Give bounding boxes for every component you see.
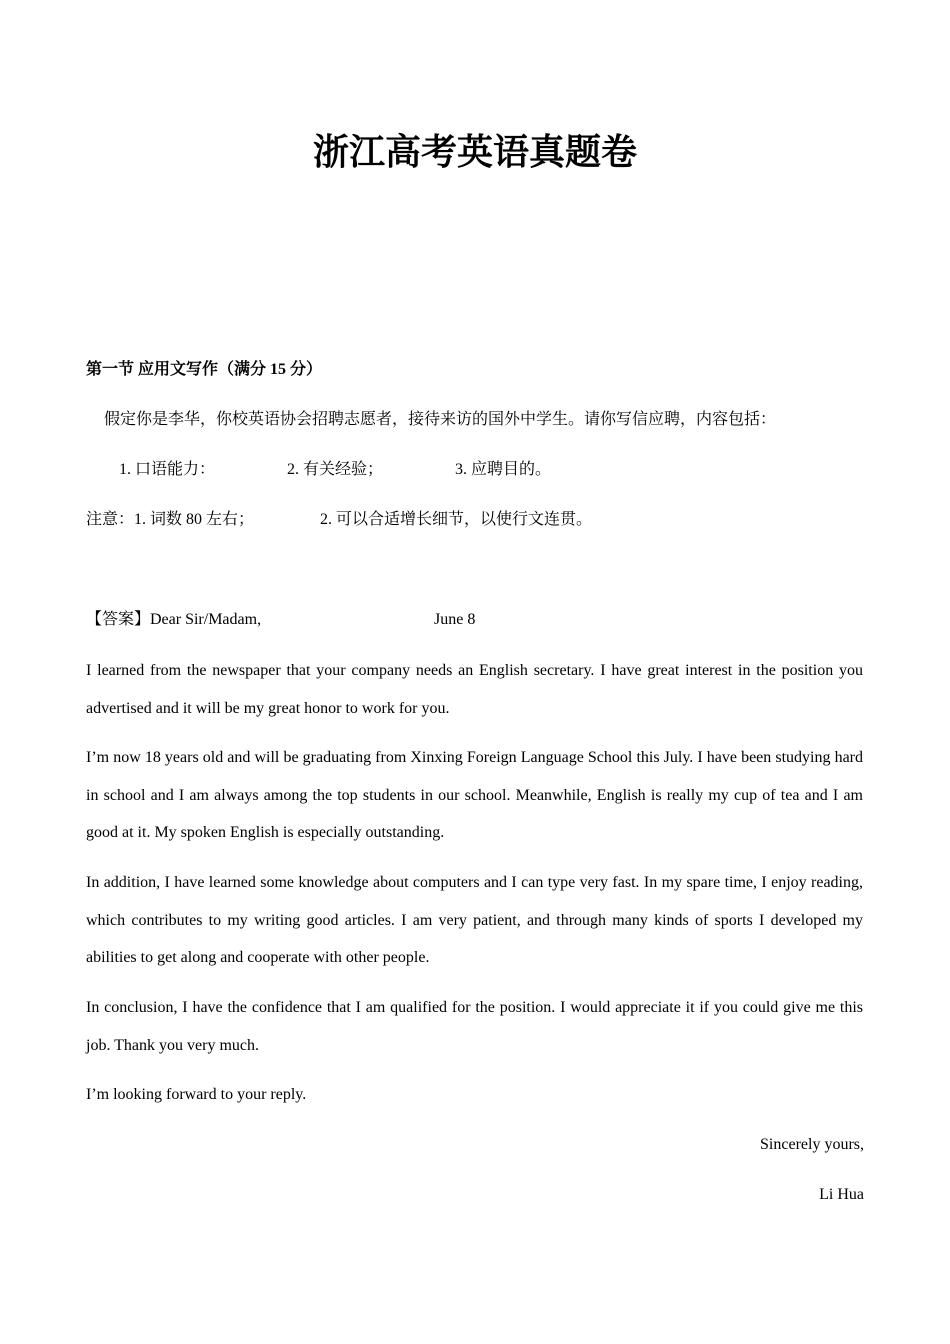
answer-paragraph: I’m now 18 years old and will be graduating from Xinxing Foreign Language School this July. I have been studying hard in school and I am always among the top students in our school. Meanwhile, English is really my cup of tea and I am good at it. My spoken English is especially outstanding.	[86, 749, 863, 841]
answer-paragraph: In addition, I have learned some knowledge about computers and I can type very fast. In my spare time, I enjoy reading, which contributes to my writing good articles. I am very patient, and through many kinds of sports I developed my abilities to get along and cooperate with other people.	[86, 874, 863, 966]
answer-paragraph: In conclusion, I have the confidence that I am qualified for the position. I would appreciate it if you could give me this job. Thank you very much.	[86, 999, 863, 1054]
answer-paragraph: I learned from the newspaper that your company needs an English secretary. I have great interest in the position you advertised and it will be my great honor to work for you.	[86, 662, 863, 717]
note-word-count: 注意：1. 词数 80 左右；	[86, 511, 255, 528]
answer-date: June 8	[434, 611, 476, 628]
letter-closing: Sincerely yours,	[760, 1136, 864, 1153]
document-title: 浙江高考英语真题卷	[312, 131, 637, 173]
section-heading: 第一节 应用文写作（满分 15 分）	[86, 361, 323, 378]
letter-signature: Li Hua	[819, 1186, 864, 1203]
writing-prompt: 假定你是李华，你校英语协会招聘志愿者，接待来访的国外中学生。请你写信应聘，内容包括：	[104, 411, 777, 428]
answer-salutation: 【答案】Dear Sir/Madam,	[86, 611, 262, 628]
answer-paragraph: I’m looking forward to your reply.	[86, 1086, 307, 1103]
content-point-1: 1. 口语能力：	[119, 461, 216, 478]
content-point-3: 3. 应聘目的。	[455, 461, 552, 478]
content-point-2: 2. 有关经验；	[287, 461, 384, 478]
note-details: 2. 可以合适增长细节，以使行文连贯。	[320, 511, 593, 528]
